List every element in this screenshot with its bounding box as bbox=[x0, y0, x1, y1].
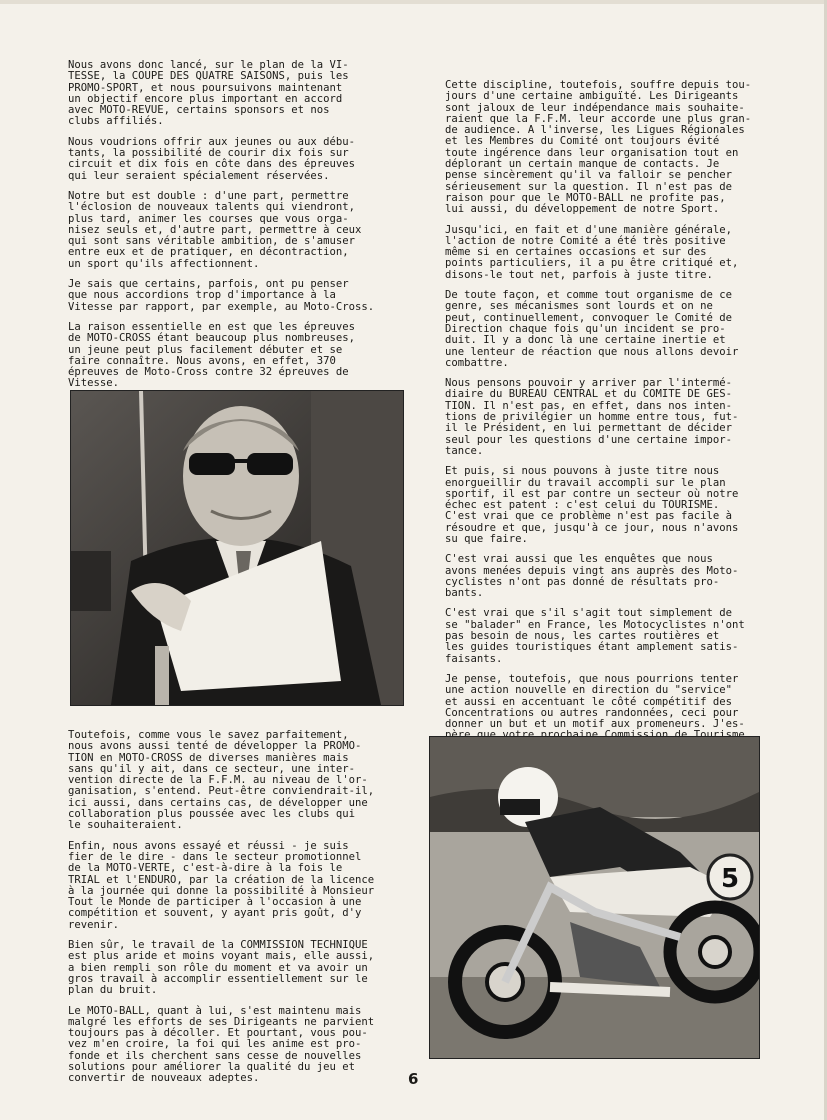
paragraph: Toutefois, comme vous le savez parfaitement, nous avons aussi tenté de développer la PROMO- TION en MOTO-CROSS de diverses manières mais sans qu'il y ait, dans ce secteur, une inter- vention directe de la F.F.M. au niveau de l'or- ganisation, s'entend. Peut-être conviendrait-il, ici aussi, dans certains cas, de développer une collaboration plus poussée avec les clubs qui le souhaiteraient. bbox=[68, 729, 375, 832]
race-number: 5 bbox=[720, 864, 740, 894]
paragraph: C'est vrai que s'il s'agit tout simplement de se "balader" en France, les Motocyclistes n'ont pas besoin de nous, les cartes routières et les guides touristiques étant amplement satis- faisants. bbox=[445, 607, 745, 665]
paragraph: De toute façon, et comme tout organisme de ce genre, ses mécanismes sont lourds et on ne peut, continuellement, convoquer le Comité de Direction chaque fois qu'un incident se pro- duit. Il y a donc là une certaine inertie et une lenteur de réaction que nous allons devoir combattre. bbox=[445, 289, 739, 369]
paragraph: Nous voudrions offrir aux jeunes ou aux débu- tants, la possibilité de courir dix fois sur circuit et dix fois en côte dans des épreuves qui leur seraient spécialement réservées. bbox=[68, 135, 356, 182]
paragraph: Notre but est double : d'une part, permettre l'éclosion de nouveaux talents qui viendront, plus tard, animer les courses que vous orga- nisez seuls et, d'autre part, permettre à ceux qui sont sans véritable ambition, de s'amuser entre eux et de pratiquer, en décontraction, un sport qu'ils affectionnent. bbox=[68, 189, 362, 270]
official-portrait-photo bbox=[70, 390, 404, 706]
paragraph: Cette discipline, toutefois, souffre depuis tou- jours d'une certaine ambiguïté. Les Dirigeants sont jaloux de leur indépendance mais souhaite- raient que la F.F.M. leur accorde une plus gran- de audience. A l'inverse, les Ligues Régionales et les Membres du Comité ont toujours évité toute ingérence dans leur organisation tout en déplorant un certain manque de contacts. Je pense sincèrement qu'il va falloir se pencher sérieusement sur la question. Il n'est pas de raison pour que le MOTO-BALL ne profite pas, lui aussi, du développement de notre Sport. bbox=[445, 79, 752, 216]
page-number: 6 bbox=[408, 1070, 419, 1088]
paragraph: La raison essentielle en est que les épreuves de MOTO-CROSS étant beaucoup plus nombreuses, un jeune peut plus facilement débuter et se faire connaître. Nous avons, en effet, 370 épreuves de Moto-Cross contre 32 épreuves de Vitesse. bbox=[68, 320, 356, 390]
left-column-top bbox=[68, 60, 386, 399]
left-column-bottom bbox=[68, 730, 386, 1094]
paragraph: Je pense, toutefois, que nous pourrions tenter une action nouvelle en direction du "service" et aussi en accentuant le côté compétitif des Concentrations ou autres randonnées, ceci pour donner un but et un motif aux promeneurs. J'es- bbox=[445, 672, 745, 731]
paragraph: Le MOTO-BALL, quant à lui, s'est maintenu mais malgré les efforts de ses Dirigeants ne parvient toujours pas à décoller. Et pourtant, vous pou- vez m'en croire, la foi qui les anime est pro- fonde et ils cherchent sans cesse de nouvelles solutions pour améliorer la qualité du jeu et convertir de nouveaux adeptes. bbox=[68, 1004, 375, 1085]
right-column bbox=[445, 80, 763, 773]
motorcycle-racer-illustration bbox=[430, 737, 759, 1058]
paragraph: Bien sûr, le travail de la COMMISSION TECHNIQUE est plus aride et moins voyant mais, elle aussi, a bien rempli son rôle du moment et va avoir un gros travail à accomplir essentiellement sur le plan du bruit. bbox=[68, 939, 375, 997]
official-portrait-illustration bbox=[71, 391, 403, 705]
paragraph: Enfin, nous avons essayé et réussi - je suis fier de le dire - dans le secteur promotionnel de la MOTO-VERTE, c'est-à-dire à la fois le TRIAL et l'ENDURO, par la création de la licence à la journée qui donne la possibilité à Monsieur Tout le Monde de participer à l'occasion à une compétition et souvent, y ayant pris goût, d'y revenir. bbox=[68, 839, 375, 931]
paragraph: Je sais que certains, parfois, ont pu penser que nous accordions trop d'importance à la Vitesse par rapport, par exemple, au Moto-Cross. bbox=[68, 278, 375, 313]
paragraph: Nous avons donc lancé, sur le plan de la VI- TESSE, la COUPE DES QUATRE SAISONS, puis les PROMO-SPORT, et nous poursuivons maintenant un objectif encore plus important en accord avec MOTO-REVUE, certains sponsors et nos clubs affiliés. bbox=[68, 59, 349, 128]
paragraph: C'est vrai aussi que les enquêtes que nous avons menées depuis vingt ans auprès des Moto- cyclistes n'ont pas donné de résultats pro- bants. bbox=[445, 553, 739, 600]
page-edge bbox=[0, 0, 827, 4]
paragraph: Nous pensons pouvoir y arriver par l'intermé- diaire du BUREAU CENTRAL et du COMITE DE GES- TION. Il n'est pas, en effet, dans nos inten- tions de privilégier un homme entre tous, fut- il le Président, en lui permettant de décider seul pour les questions d'une certaine impor- tance. bbox=[445, 377, 739, 457]
motorcycle-racer-photo bbox=[429, 736, 760, 1059]
paragraph: Et puis, si nous pouvons à juste titre nous enorgueillir du travail accompli sur le plan sportif, il est par contre un secteur où notre échec est patent : c'est celui du TOURISME. C'est vrai que ce problème n'est pas facile à résoudre et que, jusqu'à ce jour, nous n'avons su que faire. bbox=[445, 465, 739, 545]
paragraph: Jusqu'ici, en fait et d'une manière générale, l'action de notre Comité a été très positive même si en certaines occasions et sur des points particuliers, il a pu être critiqué et, disons-le tout net, parfois à juste titre. bbox=[445, 223, 739, 281]
